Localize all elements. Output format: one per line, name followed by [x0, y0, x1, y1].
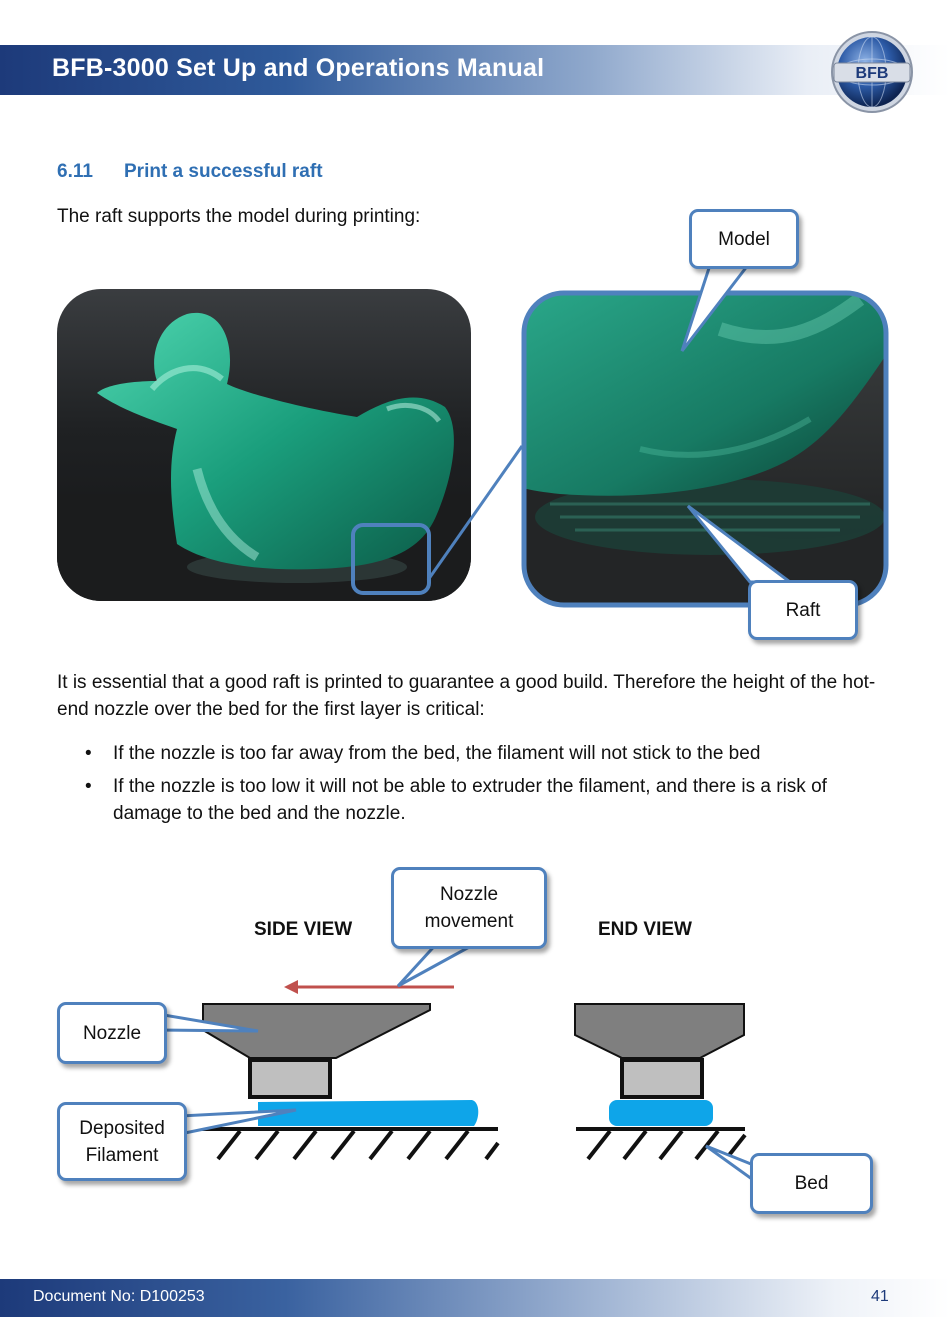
intro-text: The raft supports the model during printing: — [57, 206, 421, 227]
bullet-list — [57, 740, 887, 833]
list-item — [57, 740, 887, 767]
end-filament — [609, 1100, 713, 1126]
model-callout: Model — [689, 209, 799, 269]
end-view-label: END VIEW — [598, 919, 692, 940]
nozzle-movement-callout: Nozzle movement — [391, 867, 547, 949]
side-view-label: SIDE VIEW — [254, 919, 353, 940]
bullet-icon: • — [85, 776, 92, 797]
raft-callout: Raft — [748, 580, 858, 640]
bed-callout: Bed — [750, 1153, 873, 1214]
body-paragraph: It is essential that a good raft is printed to guarantee a good build. Therefore the height of the hot-end nozzle over the bed for the first layer is critical: — [57, 672, 876, 720]
end-nozzle-body — [575, 1004, 744, 1058]
page-header-title: BFB-3000 Set Up and Operations Manual — [52, 54, 545, 82]
zoom-connector — [420, 440, 530, 590]
bullet-text: If the nozzle is too low it will not be able to extruder the filament, and there is a risk of damage to the bed and the nozzle. — [113, 776, 827, 824]
document-number: Document No: D100253 — [33, 1288, 205, 1305]
deposited-filament-callout: Deposited Filament — [57, 1102, 187, 1181]
bullet-icon: • — [85, 743, 92, 764]
arrow-head-icon — [284, 980, 298, 994]
side-bed-hatching — [218, 1131, 498, 1159]
bfb-logo — [830, 30, 914, 114]
section-number: 6.11 — [57, 161, 93, 182]
list-item — [57, 773, 887, 827]
end-nozzle-tip — [622, 1060, 702, 1097]
page-number: 41 — [871, 1288, 889, 1305]
bullet-text: If the nozzle is too far away from the bed, the filament will not stick to the bed — [113, 743, 761, 764]
logo-text: BFB — [855, 65, 889, 82]
side-filament — [258, 1100, 478, 1126]
side-nozzle-tip — [250, 1060, 330, 1097]
section-title: Print a successful raft — [124, 161, 323, 182]
duck-photo — [57, 289, 471, 601]
nozzle-callout: Nozzle — [57, 1002, 167, 1064]
